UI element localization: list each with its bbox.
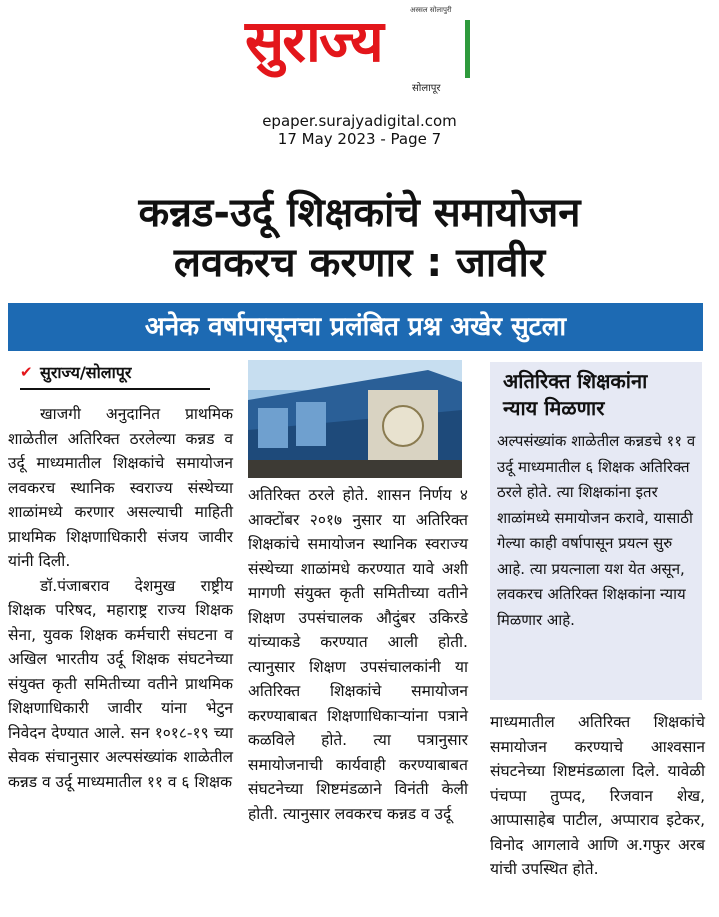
sidebar-title (503, 368, 647, 422)
edition-date-page: 17 May 2023 - Page 7 (277, 130, 442, 148)
byline-underline (20, 388, 210, 390)
article-paragraph-1: खाजगी अनुदानित प्राथमिक शाळेतील अतिरिक्त ठरलेल्या कन्नड व उर्दू माध्यमातील शिक्षकांचे समायोजन लवकरच स्थानिक स्वराज्य संस्थेच्या शाळांमध्ये करणार असल्याची माहिती प्राथमिक शिक्षणाधिकारी संजय जावीर यांनी दिली. (8, 405, 233, 570)
article-column-2 (248, 483, 468, 826)
subheadline-bar (8, 303, 703, 351)
headline-line-1: कन्नड-उर्दू शिक्षकांचे समायोजन (138, 190, 581, 236)
logo-city: सोलापूर (412, 83, 441, 94)
epaper-url: epaper.surajyadigital.com (262, 112, 457, 130)
article-column-3 (490, 710, 705, 882)
sidebar-title-line-1: अतिरिक्त शिक्षकांना (503, 369, 648, 393)
article-column-1 (8, 402, 233, 794)
article-paragraph-2: डॉ.पंजाबराव देशमुख राष्ट्रीय शिक्षक परिषद, महाराष्ट्र राज्य शिक्षक सेना, युवक शिक्षक कर्मचारी संघटना व अखिल भारतीय उर्दू शिक्षक संघटनेच्या संयुक्त कृती समितीच्या वतीने प्राथमिक शिक्षणाधिकारी जावीर यांना भेटुन निवेदन देण्यात आले. सन १०१८-१९ च्या सेवक संचानुसार अल्पसंख्यांक शाळेतील कन्नड व उर्दू माध्यमातील ११ व ६ शिक्षक (8, 576, 233, 791)
headline (0, 188, 719, 288)
newspaper-logo: सुराज्य (245, 7, 382, 75)
checkmark-icon: ✔ (20, 363, 33, 381)
article-paragraph-3: अतिरिक्त ठरले होते. शासन निर्णय ४ आक्टोंबर २०१७ नुसार या अतिरिक्त शिक्षकांचे समायोजन स्थानिक स्वराज्य संस्थेच्या शाळांमधे करण्यात यावे अशी मागणी संयुक्त कृती समितीच्या वतीने शिक्षण उपसंचालक औदुंबर उकिरडे यांच्याकडे करण्यात आली होती. त्यानुसार शिक्षण उपसंचालकांनी या अतिरिक्त शिक्षकांचे समायोजन करण्याबाबत शिक्षणाधिकाऱ्यांना पत्राने कळविले होते. त्या पत्रानुसार समायोजनाची कार्यवाही करण्याबाबत संघटनेच्या शिष्टमंडळाने विनंती केली होती. त्यानुसार लवकरच कन्नड व उर्दू (248, 486, 468, 823)
logo-accent-bar (465, 20, 470, 78)
edition-info (0, 112, 719, 148)
masthead-tagline: अस्सल सोलापुरी (410, 6, 452, 14)
sidebar-title-line-2: न्याय मिळणार (503, 396, 605, 420)
article-paragraph-4: माध्यमातील अतिरिक्त शिक्षकांचे समायोजन करण्याचे आश्वसान संघटनेच्या शिष्टमंडळाला दिले. यावेळी पंचप्पा तुप्पद, रिजवान शेख, आप्पासाहेब पाटील, अप्पाराव इटेकर, विनोद आगलावे आणि अ.गफुर अरब यांची उपस्थित होते. (490, 713, 705, 878)
building-photo-graphic (248, 360, 462, 478)
byline: सुराज्य/सोलापूर (40, 363, 132, 382)
headline-line-2: लवकरच करणार : जावीर (173, 240, 546, 286)
masthead (0, 0, 719, 160)
subheadline: अनेक वर्षापासूनचा प्रलंबित प्रश्न अखेर सुटला (144, 312, 567, 342)
building-photo (248, 360, 462, 478)
sidebar-text: अल्पसंख्यांक शाळेतील कन्नडचे ११ व उर्दू माध्यमातील ६ शिक्षक अतिरिक्त ठरले होते. त्या शिक्षकांना इतर शाळांमध्ये समायोजन करावे, यासाठी गेल्या काही वर्षापासून प्रयत्न सुरु आहे. त्या प्रयत्नाला यश येत असून, लवकरच अतिरिक्त शिक्षकांना न्याय मिळणार आहे. (497, 432, 696, 629)
